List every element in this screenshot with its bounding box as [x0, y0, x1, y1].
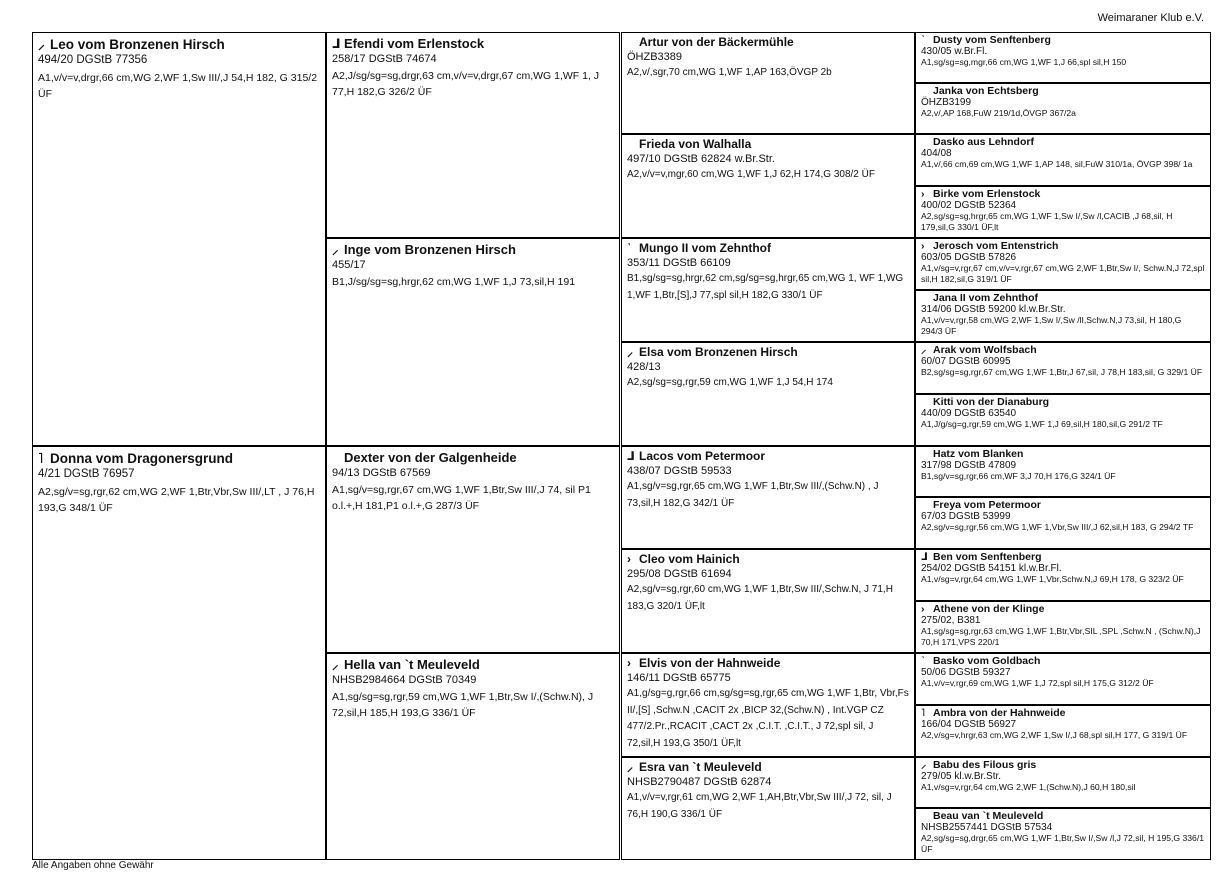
details: A2,v/,AP 168,FuW 219/1d,ÖVGP 367/2a [921, 108, 1076, 118]
dog-name: Beau van `t Meuleveld [933, 810, 1044, 822]
pedigree-cell-g3-6 [621, 549, 915, 653]
pedigree-cell-g4-5 [915, 238, 1211, 290]
dog-name: Janka von Echtsberg [933, 85, 1039, 97]
sex-symbol: ⸝ [332, 657, 339, 672]
details: A1,v/v=v,rgr,58 cm,WG 2,WF 1,Sw I/,Sw /lI,Schw.N,J 73,sil, H 180,G 294/3 ÜF [921, 315, 1182, 336]
sex-symbol: ⅃ [627, 449, 635, 463]
registration: 166/04 DGStB 56927 [921, 719, 1017, 730]
registration: 275/02, B381 [921, 615, 981, 626]
sex-symbol: › [921, 603, 925, 615]
dog-name: Jana II vom Zehnthof [933, 292, 1039, 304]
dog-name: Frieda von Walhalla [639, 137, 752, 151]
details: B1,sg/v=sg,rgr,66 cm,WF 3,J 70,H 176,G 324/1 ÜF [921, 471, 1116, 481]
sex-symbol: › [921, 188, 925, 200]
dog-name: Hatz vom Blanken [933, 448, 1024, 460]
pedigree-sire [32, 32, 326, 446]
registration: 317/98 DGStB 47809 [921, 460, 1017, 471]
pedigree-cell-g4-12 [915, 601, 1211, 653]
dog-name: ⸝ Inge vom Bronzenen Hirsch [332, 242, 516, 257]
dog-name: ⅃ Ben vom Senftenberg [921, 551, 1042, 563]
pedigree-cell-g3-3 [621, 238, 915, 342]
sex-symbol: ˺ [921, 655, 925, 667]
registration: ÖHZB3199 [921, 97, 972, 108]
dog-name: › Cleo vom Hainich [627, 552, 740, 566]
club-name: Weimaraner Klub e.V. [1097, 12, 1204, 24]
dog-name: ⸝ Leo vom Bronzenen Hirsch [38, 37, 225, 52]
pedigree-cell-g3-7 [621, 653, 915, 757]
sex-symbol: ˺ [627, 241, 631, 255]
details: A2,v/v=v,mgr,60 cm,WG 1,WF 1,J 62,H 174,G 308/2 ÜF [627, 169, 875, 180]
details: A1,v/,66 cm,69 cm,WG 1,WF 1,AP 148, sil,FuW 310/1a, ÖVGP 398/ 1a [921, 159, 1193, 169]
dog-name: ˥ Donna vom Dragonersgrund [38, 451, 234, 466]
registration: 353/11 DGStB 66109 [627, 257, 731, 269]
registration: 400/02 DGStB 52364 [921, 200, 1017, 211]
dog-name: ˺ Mungo II vom Zehnthof [627, 241, 771, 255]
sex-symbol: ⸝ [332, 242, 339, 257]
registration: 494/20 DGStB 77356 [38, 54, 148, 66]
registration: NHSB2557441 DGStB 57534 [921, 822, 1053, 833]
registration: 497/10 DGStB 62824 w.Br.Str. [627, 153, 775, 165]
dog-name: ˥ Ambra von der Hahnweide [921, 707, 1066, 719]
registration: 438/07 DGStB 59533 [627, 465, 732, 477]
details: A1,g/sg=g,rgr,66 cm,sg/sg=sg,rgr,65 cm,WG 1,WF 1,Btr, Vbr,Fs II/,[S] ,Schw.N ,CACIT 2x ,BICP 32,(Schw.N) , Int.VGP CZ 477/2.Pr.,RCACIT ,CACT 2x ,C.I.T. ,C.I.T., J 72,spl sil, J 72,sil,H 193,G 350/1 ÜF,lt [627, 688, 909, 749]
sex-symbol: ⅃ [332, 36, 341, 51]
registration: 94/13 DGStB 67569 [332, 467, 431, 479]
details: A2,sg/sg=sg,hrgr,65 cm,WG 1,WF 1,Sw I/,Sw /l,CACIB ,J 68,sil, H 179,sil,G 330/1 ÜF,lt [921, 211, 1173, 232]
dog-name: ⸝ Elsa vom Bronzenen Hirsch [627, 345, 798, 359]
sex-symbol: › [921, 240, 925, 252]
pedigree-cell-g4-4 [915, 186, 1211, 238]
pedigree-cell-g2-2 [326, 238, 620, 446]
details: A2,v/sg=v,hrgr,63 cm,WG 2,WF 1,Sw I/,J 68,spl sil,H 177, G 319/1 ÜF [921, 730, 1188, 740]
registration: 295/08 DGStB 61694 [627, 568, 732, 580]
dog-name: ⅃ Lacos vom Petermoor [627, 449, 766, 463]
registration: 455/17 [332, 259, 366, 271]
sex-symbol: ˺ [921, 34, 925, 46]
details: A1,sg/sg=sg,rgr,59 cm,WG 1,WF 1,Btr,Sw I/,(Schw.N), J 72,sil,H 185,H 193,G 336/1 ÜF [332, 691, 594, 719]
sex-symbol: ˥ [921, 707, 926, 719]
details: A2,v/,sgr,70 cm,WG 1,WF 1,AP 163,ÖVGP 2b [627, 67, 832, 78]
pedigree-cell-g3-1 [621, 32, 915, 134]
sex-symbol: ⸝ [921, 344, 927, 356]
details: A1,v/sg=v,rgr,64 cm,WG 2,WF 1,(Schw.N),J 60,H 180,sil [921, 782, 1136, 792]
pedigree-cell-g3-2 [621, 134, 915, 238]
registration: 314/06 DGStB 59200 kl.w.Br.Str. [921, 304, 1066, 315]
dog-name: Dexter von der Galgenheide [344, 450, 517, 465]
details: A1,sg/sg=sg,mgr,66 cm,WG 1,WF 1,J 66,spl sil,H 150 [921, 57, 1127, 67]
registration: ÖHZB3389 [627, 51, 683, 63]
details: B1,J/sg/sg=sg,hrgr,62 cm,WG 1,WF 1,J 73,sil,H 191 [332, 276, 576, 288]
dog-name: Dasko aus Lehndorf [933, 136, 1034, 148]
pedigree-cell-g4-3 [915, 134, 1211, 186]
details: A1,sg/v=sg,rgr,65 cm,WG 1,WF 1,Btr,Sw III/,(Schw.N) , J 73,sil,H 182,G 342/1 ÜF [627, 481, 879, 509]
details: A2,J/sg/sg=sg,drgr,63 cm,v/v=v,drgr,67 cm,WG 1,WF 1, J 77,H 182,G 326/2 ÜF [332, 70, 600, 98]
sex-symbol: ˥ [38, 451, 44, 466]
details: A1,v/v=v,rgr,61 cm,WG 2,WF 1,AH,Btr,Vbr,Sw III/,J 72, sil, J 76,H 190,G 336/1 ÜF [627, 792, 892, 820]
sex-symbol: ⅃ [921, 551, 928, 563]
pedigree-cell-g4-15 [915, 757, 1211, 808]
dog-name: ˺ Basko vom Goldbach [921, 655, 1041, 667]
registration: 254/02 DGStB 54151 kl.w.Br.Fl. [921, 563, 1062, 574]
pedigree-cell-g4-10 [915, 497, 1211, 549]
dog-name: › Elvis von der Hahnweide [627, 656, 781, 670]
pedigree-cell-g4-9 [915, 446, 1211, 497]
dog-name: Artur von der Bäckermühle [639, 35, 794, 49]
pedigree-cell-g4-7 [915, 342, 1211, 394]
sex-symbol: ⸝ [627, 760, 634, 774]
dog-name: ⸝ Esra van `t Meuleveld [627, 760, 762, 774]
details: B1,sg/sg=sg,hrgr,62 cm,sg/sg=sg,hrgr,65 cm,WG 1, WF 1,WG 1,WF 1,Btr,[S],J 77,spl sil,H 182,G 330/1 ÜF [627, 273, 904, 301]
pedigree-cell-g4-1 [915, 32, 1211, 83]
dog-name: ⅃ Efendi vom Erlenstock [332, 36, 485, 51]
details: A1,v/v=v,rgr,69 cm,WG 1,WF 1,J 72,spl sil,H 175,G 312/2 ÜF [921, 678, 1154, 688]
sex-symbol: › [627, 656, 631, 670]
dog-name: › Jerosch vom Entenstrich [921, 240, 1059, 252]
registration: 440/09 DGStB 63540 [921, 408, 1017, 419]
sex-symbol: ⸝ [627, 345, 634, 359]
details: A2,sg/sg=sg,rgr,59 cm,WG 1,WF 1,J 54,H 174 [627, 377, 833, 388]
pedigree-dam [32, 446, 326, 860]
details: A1,sg/sg=sg,rgr,63 cm,WG 1,WF 1,Btr,Vbr,SIL ,SPL ,Schw.N , (Schw.N),J 70,H 171,VPS 220/1 [921, 626, 1201, 647]
sex-symbol: ⸝ [38, 37, 45, 52]
pedigree-cell-g4-2 [915, 83, 1211, 134]
registration: NHSB2984664 DGStB 70349 [332, 674, 477, 686]
pedigree-cell-g3-8 [621, 757, 915, 860]
dog-name: › Athene von der Klinge [921, 603, 1045, 615]
details: A2,sg/v=sg,rgr,60 cm,WG 1,WF 1,Btr,Sw III/,Schw.N, J 71,H 183,G 320/1 ÜF,lt [627, 584, 893, 612]
pedigree-cell-g2-4 [326, 653, 620, 860]
registration: 4/21 DGStB 76957 [38, 468, 135, 480]
pedigree-cell-g3-5 [621, 446, 915, 549]
pedigree-cell-g4-14 [915, 705, 1211, 757]
dog-name: ⸝ Hella van `t Meuleveld [332, 657, 480, 672]
dog-name: Freya vom Petermoor [933, 499, 1041, 511]
details: A2,sg/sg=sg,drgr,65 cm,WG 1,WF 1,Btr,Sw I/,Sw /l,J 72,sil, H 195,G 336/1 ÜF [921, 833, 1204, 854]
registration: 404/08 [921, 148, 952, 159]
pedigree-cell-g2-1 [326, 32, 620, 238]
details: A1,v/sg=v,rgr,64 cm,WG 1,WF 1,Vbr,Schw.N,J 69,H 178, G 323/2 ÜF [921, 574, 1184, 584]
details: A2,sg/v=sg,rgr,62 cm,WG 2,WF 1,Btr,Vbr,Sw III/,LT , J 76,H 193,G 348/1 ÜF [38, 486, 315, 514]
registration: 67/03 DGStB 53999 [921, 511, 1011, 522]
sex-symbol: › [627, 552, 631, 566]
pedigree-cell-g4-8 [915, 394, 1211, 446]
dog-name: ⸝ Babu des Filous gris [921, 759, 1037, 771]
details: B2,sg/sg=sg,rgr,67 cm,WG 1,WF 1,Btr,J 67,sil, J 78,H 183,sil, G 329/1 ÜF [921, 367, 1203, 377]
details: A1,v/v=v,drgr,66 cm,WG 2,WF 1,Sw III/,J 54,H 182, G 315/2 ÜF [38, 72, 318, 100]
dog-name: ⸝ Arak vom Wolfsbach [921, 344, 1037, 356]
registration: 603/05 DGStB 57826 [921, 252, 1017, 263]
registration: 50/06 DGStB 59327 [921, 667, 1011, 678]
registration: 258/17 DGStB 74674 [332, 53, 437, 65]
details: A2,sg/v=sg,rgr,56 cm,WG 1,WF 1,Vbr,Sw III/,J 62,sil,H 183, G 294/2 TF [921, 522, 1194, 532]
pedigree-cell-g2-3 [326, 446, 620, 653]
registration: 146/11 DGStB 65775 [627, 672, 731, 684]
details: A1,sg/v=sg,rgr,67 cm,WG 1,WF 1,Btr,Sw III/,J 74, sil P1 o.l.+,H 181,P1 o.l.+,G 287/3 ÜF [332, 484, 591, 512]
details: A1,v/sg=v,rgr,67 cm,v/v=v,rgr,67 cm,WG 2,WF 1,Btr,Sw I/, Schw.N,J 72,spl sil,H 182,sil,G 319/1 ÜF [921, 263, 1205, 284]
pedigree-cell-g4-13 [915, 653, 1211, 705]
disclaimer: Alle Angaben ohne Gewähr [32, 860, 154, 871]
registration: NHSB2790487 DGStB 62874 [627, 776, 772, 788]
dog-name: Kitti von der Dianaburg [933, 396, 1050, 408]
sex-symbol: ⸝ [921, 759, 927, 771]
registration: 279/05 kl.w.Br.Str. [921, 771, 1002, 782]
pedigree-cell-g4-11 [915, 549, 1211, 601]
pedigree-cell-g4-6 [915, 290, 1211, 342]
pedigree-cell-g3-4 [621, 342, 915, 446]
dog-name: ˺ Dusty vom Senftenberg [921, 34, 1051, 46]
details: A1,J/g/sg=g,rgr,59 cm,WG 1,WF 1,J 69,sil,H 180,sil,G 291/2 TF [921, 419, 1163, 429]
registration: 60/07 DGStB 60995 [921, 356, 1011, 367]
pedigree-cell-g4-16 [915, 808, 1211, 860]
registration: 430/05 w.Br.Fl. [921, 46, 988, 57]
dog-name: › Birke vom Erlenstock [921, 188, 1041, 200]
registration: 428/13 [627, 361, 661, 373]
